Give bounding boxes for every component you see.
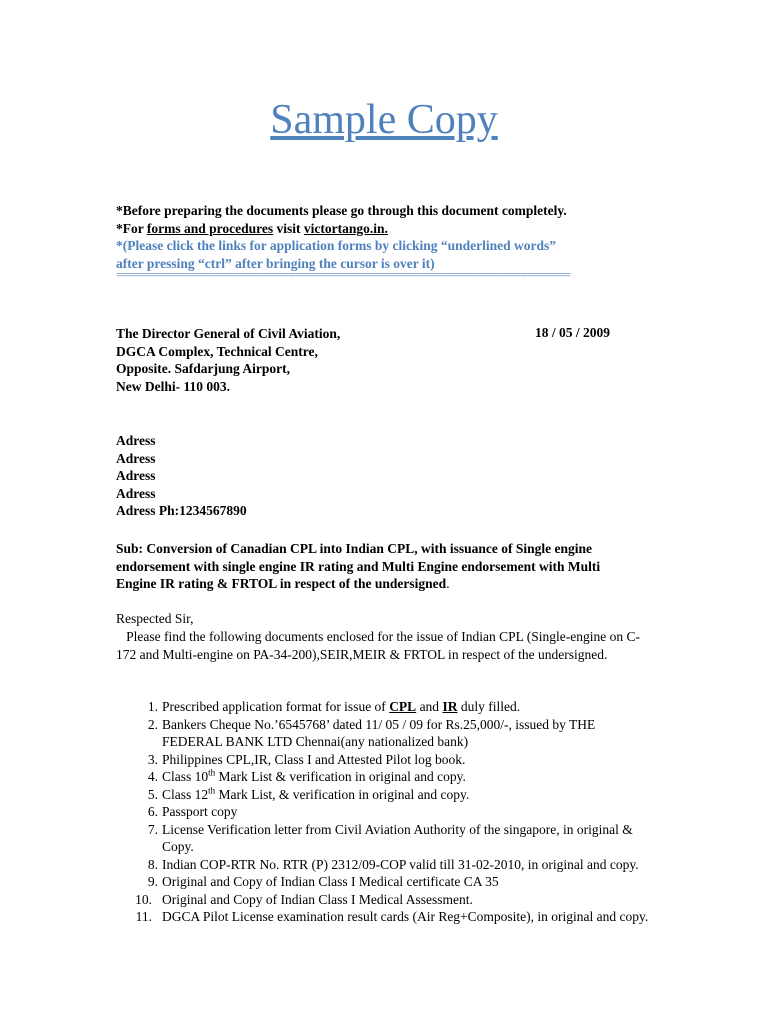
documents-list xyxy=(116,698,656,926)
address-line: New Delhi- 110 003. xyxy=(116,378,230,394)
sender-line: Adress xyxy=(116,450,156,466)
list-item xyxy=(116,821,656,856)
item-number: 5. xyxy=(147,786,158,802)
document-title: Sample Copy xyxy=(270,97,498,143)
ordinal-suffix: th xyxy=(208,785,216,795)
intro-paragraph: Please find the following documents enclosed for the issue of Indian CPL (Single-engine on C-172 and Multi-engine on PA-34-200),SEIR,MEIR & FRTOL in respect of the undersigned. xyxy=(116,629,641,662)
item-number: 8. xyxy=(147,856,158,872)
victortango-link[interactable]: victortango.in. xyxy=(303,220,388,236)
sender-line: Adress Ph:1234567890 xyxy=(116,503,247,519)
instruction-line: after pressing “ctrl” after bringing the cursor is over it) xyxy=(116,255,435,271)
item-text: Passport copy xyxy=(162,804,238,819)
list-item xyxy=(116,891,656,909)
item-text: Indian COP-RTR No. RTR (P) 2312/09-COP valid till 31-02-2010, in original and copy. xyxy=(162,856,639,872)
instruction-line: *(Please click the links for application forms by clicking “underlined words” xyxy=(116,238,557,253)
sender-line: Adress xyxy=(116,468,156,484)
instruction-line xyxy=(116,220,676,238)
instruction-line: *Before preparing the documents please go through this document completely. xyxy=(116,203,567,218)
sender-line: Adress xyxy=(116,433,156,448)
recipient-address xyxy=(116,325,340,395)
forms-and-procedures-link[interactable]: forms and procedures xyxy=(146,220,274,236)
item-number: 10. xyxy=(135,891,152,907)
item-number: 3. xyxy=(147,751,158,767)
list-item xyxy=(116,751,656,769)
item-number: 6. xyxy=(147,804,158,819)
list-item xyxy=(116,768,656,786)
subject-text: Sub: Conversion of Canadian CPL into Indian CPL, with issuance of Single engine endorsement with single engine IR rating and Multi Engine endorsement with Multi Engine IR rating & FRTOL in respect of the undersigned xyxy=(116,541,601,591)
item-number: 2. xyxy=(147,716,158,732)
instruction-text: *For xyxy=(116,220,147,236)
instructions-block xyxy=(116,202,676,272)
salutation: Respected Sir, xyxy=(116,611,194,626)
list-item xyxy=(116,803,656,821)
ordinal-suffix: th xyxy=(208,767,216,778)
item-text: Philippines CPL,IR, Class I and Attested Pilot log book. xyxy=(162,751,466,767)
item-number: 11. xyxy=(135,909,152,924)
item-text: Class 12 xyxy=(162,786,209,802)
sender-line: Adress xyxy=(116,485,156,501)
ir-link[interactable]: IR xyxy=(442,699,458,714)
address-line: Opposite. Safdarjung Airport, xyxy=(116,361,291,376)
list-item xyxy=(116,856,656,874)
list-item xyxy=(116,716,656,751)
subject-line xyxy=(116,540,636,593)
item-number: 1. xyxy=(147,699,158,714)
item-text: Original and Copy of Indian Class I Medical certificate CA 35 xyxy=(162,874,499,889)
item-number: 4. xyxy=(147,769,158,784)
instruction-text: visit xyxy=(273,220,304,236)
item-text: Original and Copy of Indian Class I Medical Assessment. xyxy=(162,891,473,907)
item-text: Class 10 xyxy=(162,769,209,784)
item-number: 9. xyxy=(147,874,158,889)
item-text: Bankers Cheque No.’6545768’ dated 11/ 05 / 09 for Rs.25,000/-, issued by THE FEDERAL BANK LTD Chennai(any nationalized bank) xyxy=(162,716,596,749)
item-text: DGCA Pilot License examination result cards (Air Reg+Composite), in original and copy. xyxy=(162,909,649,924)
list-item xyxy=(116,698,656,716)
item-text: duly filled. xyxy=(457,699,521,714)
subject-period: . xyxy=(446,576,450,591)
cpl-link[interactable]: CPL xyxy=(389,699,417,714)
item-text: Mark List, & verification in original and copy. xyxy=(215,786,470,802)
list-item xyxy=(116,786,656,804)
list-item xyxy=(116,873,656,891)
sender-address xyxy=(116,432,247,520)
item-text: License Verification letter from Civil Aviation Authority of the singapore, in original & Copy. xyxy=(162,821,633,854)
letter-date: 18 / 05 / 2009 xyxy=(535,325,611,340)
separator-line: ========================================================================== xyxy=(116,269,570,281)
item-text: and xyxy=(416,699,443,714)
list-item xyxy=(116,908,656,926)
item-text: Prescribed application format for issue of xyxy=(162,699,390,714)
address-line: DGCA Complex, Technical Centre, xyxy=(116,343,318,359)
address-line: The Director General of Civil Aviation, xyxy=(116,326,341,341)
item-text: Mark List & verification in original and copy. xyxy=(215,769,466,784)
item-number: 7. xyxy=(147,821,158,837)
